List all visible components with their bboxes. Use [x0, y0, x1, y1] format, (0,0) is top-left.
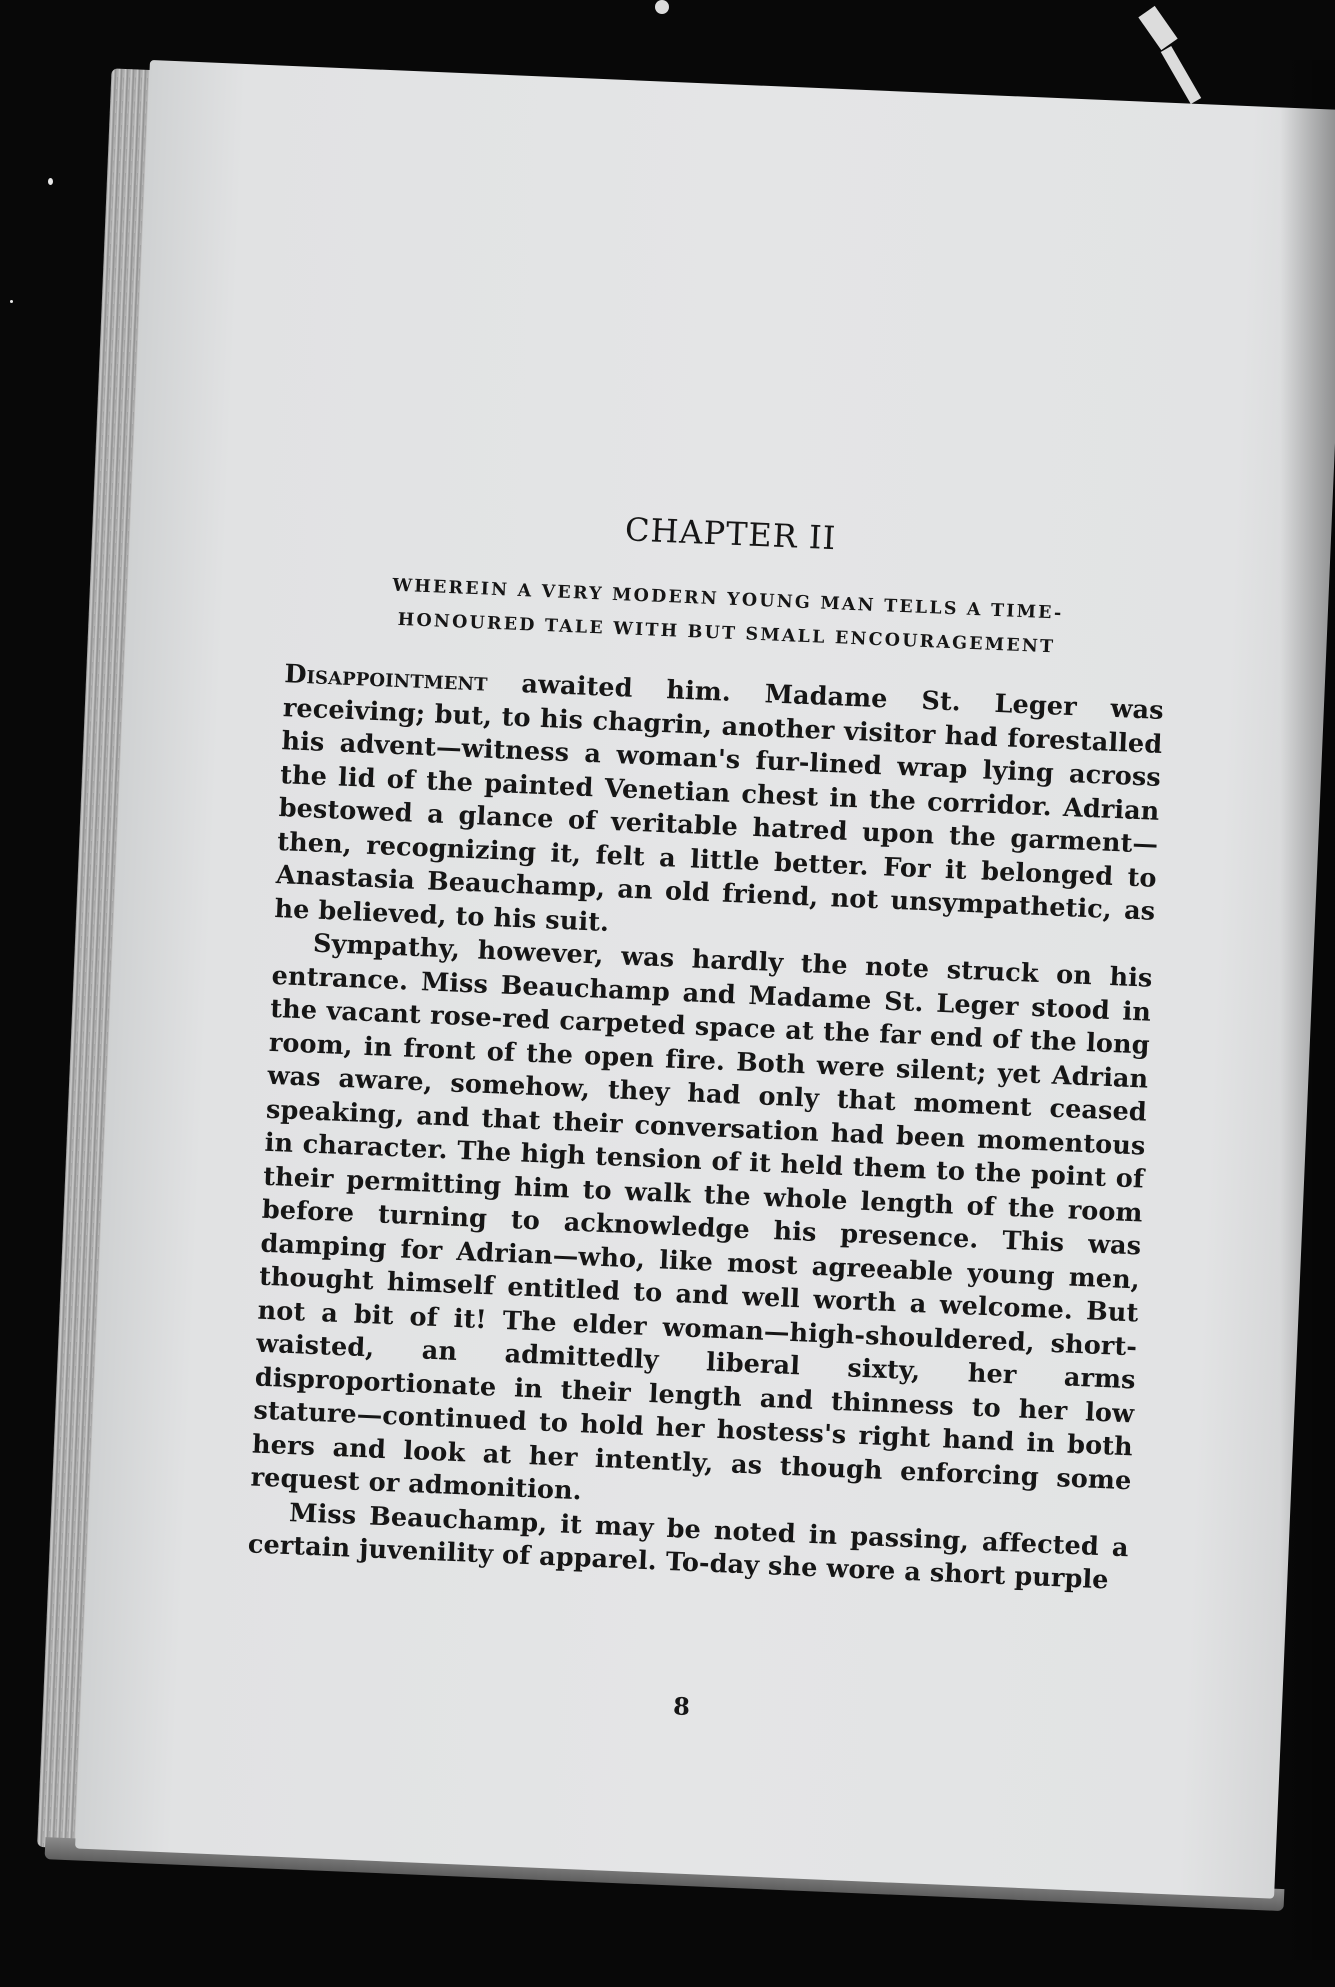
- chapter-title: CHAPTER II: [624, 510, 838, 558]
- paper-tear-mark: [1161, 46, 1201, 104]
- book-page: [75, 60, 1335, 1899]
- spine-shadow: [1280, 60, 1335, 1960]
- background-speck: [10, 300, 13, 303]
- body-paragraph: [274, 658, 1164, 963]
- paragraph-opening-word: Disappointment: [283, 659, 489, 698]
- paragraph-text: awaited him. Madame St. Leger was receiving; but, to his chagrin, another visitor had forestalled his advent—witness a woman's fur-lined wrap lying across the lid of the painted Venetian chest in the corridor. Adrian bestowed a glance of veritable hatred upon the garment—then, recognizing it, felt a little better. For it belonged to Anastasia Beauchamp, an old friend, not unsympathetic, as he believed, to his suit.: [273, 667, 1165, 938]
- body-paragraph: Sympathy, however, was hardly the note struck on his entrance. Miss Beauchamp and Madame St. Leger stood in the vacant rose-red carpeted space at the far end of the long room, in front of the open fire. Both were silent; yet Adrian was aware, somehow, they had only that moment ceased speaking, and that their conversation had been momentous in character. The high tension of it held them to the point of their permitting him to walk the whole length of the room before turning to acknowledge his presence. This was damping for Adrian—who, like most agreeable young men, thought himself entitled to and well worth a welcome. But not a bit of it! The elder woman—high-shouldered, short-waisted, an admittedly liberal sixty, her arms disproportionate in their length and thinness to her low stature—continued to hold her hostess's right hand in both hers and look at her intently, as though enforcing some request or admonition.: [250, 928, 1154, 1507]
- chapter-subtitle-line: HONOURED TALE WITH BUT SMALL ENCOURAGEMENT: [397, 609, 1056, 658]
- paper-tear-mark: [1138, 6, 1177, 50]
- chapter-subtitle: [286, 564, 1168, 669]
- chapter-subtitle-line: WHEREIN A VERY MODERN YOUNG MAN TELLS A TIME-: [391, 575, 1064, 624]
- body-paragraph: Miss Beauchamp, it may be noted in passing, affected a certain juvenility of apparel. To-day she wore a short purple: [247, 1497, 1130, 1596]
- paper-tear-mark: [655, 0, 669, 14]
- open-book: [74, 60, 1335, 1919]
- background-speck: [48, 178, 53, 185]
- page-text-block: [247, 496, 1171, 1722]
- page-number: 8: [672, 1691, 691, 1722]
